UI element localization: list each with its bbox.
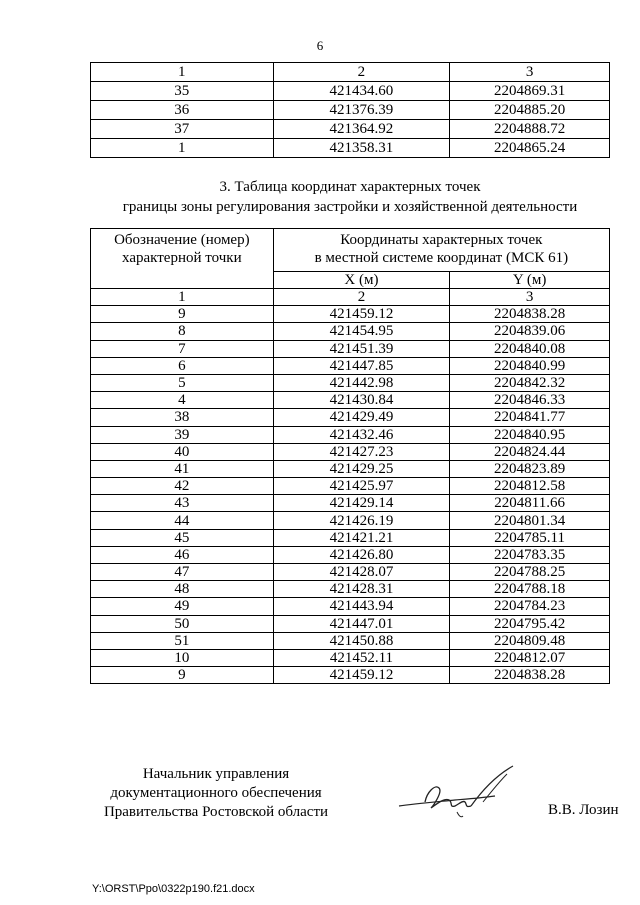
point-number-cell: 35 [91, 82, 274, 101]
table-row [91, 512, 610, 529]
x-coordinate-cell: 421434.60 [273, 82, 450, 101]
y-coordinate-cell: 2204811.66 [450, 495, 610, 512]
y-coordinate-cell: 2204784.23 [450, 598, 610, 615]
table-row [91, 82, 610, 101]
table-row [91, 101, 610, 120]
point-number-cell: 46 [91, 546, 274, 563]
table-row [91, 374, 610, 391]
point-number-cell: 9 [91, 667, 274, 684]
coordinates-header [273, 229, 609, 272]
point-number-cell: 49 [91, 598, 274, 615]
point-number-cell: 39 [91, 426, 274, 443]
x-coordinate-cell: 421452.11 [273, 649, 450, 666]
x-coordinate-cell: 421364.92 [273, 120, 450, 139]
x-coordinate-cell: 421429.25 [273, 460, 450, 477]
x-coordinate-cell: 421358.31 [273, 139, 450, 158]
x-coordinate-cell: 421454.95 [273, 323, 450, 340]
point-number-cell: 44 [91, 512, 274, 529]
section-heading-line2: границы зоны регулирования застройки и хозяйственной деятельности [122, 199, 578, 215]
column-number-cell: 2 [273, 63, 450, 82]
x-coordinate-cell: 421426.80 [273, 546, 450, 563]
y-coordinate-cell: 2204888.72 [450, 120, 610, 139]
point-designation-header [91, 229, 274, 289]
point-number-cell: 41 [91, 460, 274, 477]
x-coordinate-cell: 421421.21 [273, 529, 450, 546]
point-number-cell: 45 [91, 529, 274, 546]
column-number-cell: 1 [91, 63, 274, 82]
table-row [91, 409, 610, 426]
y-coordinate-cell: 2204885.20 [450, 101, 610, 120]
table-row [91, 581, 610, 598]
x-coordinate-cell: 421459.12 [273, 667, 450, 684]
y-coordinate-cell: 2204801.34 [450, 512, 610, 529]
y-coordinate-cell: 2204795.42 [450, 615, 610, 632]
section-heading-line1: 3. Таблица координат характерных точек [219, 179, 481, 195]
x-coordinate-cell: 421429.49 [273, 409, 450, 426]
x-coordinate-cell: 421430.84 [273, 392, 450, 409]
point-number-cell: 1 [91, 139, 274, 158]
point-number-cell: 43 [91, 495, 274, 512]
point-number-cell: 40 [91, 443, 274, 460]
point-number-cell: 37 [91, 120, 274, 139]
table-row [91, 598, 610, 615]
y-coordinate-cell: 2204783.35 [450, 546, 610, 563]
x-coordinate-cell: 421426.19 [273, 512, 450, 529]
y-coordinate-cell: 2204840.99 [450, 357, 610, 374]
signatory-name: В.В. Лозин [548, 802, 619, 818]
y-coordinate-cell: 2204823.89 [450, 460, 610, 477]
point-number-cell: 10 [91, 649, 274, 666]
table-row [91, 632, 610, 649]
x-coordinate-cell: 421428.31 [273, 581, 450, 598]
point-number-cell: 7 [91, 340, 274, 357]
table-row [91, 564, 610, 581]
y-coordinate-cell: 2204785.11 [450, 529, 610, 546]
zone-coordinates-table [90, 228, 610, 684]
y-coordinate-cell: 2204839.06 [450, 323, 610, 340]
y-coordinate-cell: 2204838.28 [450, 306, 610, 323]
page-number: 6 [316, 38, 324, 53]
point-number-cell: 9 [91, 306, 274, 323]
table-row [91, 443, 610, 460]
x-coordinate-cell: 421447.01 [273, 615, 450, 632]
x-coordinate-cell: 421447.85 [273, 357, 450, 374]
point-number-cell: 4 [91, 392, 274, 409]
table-row [91, 306, 610, 323]
point-designation-header-line2: характерной точки [122, 250, 242, 266]
x-coordinate-cell: 421442.98 [273, 374, 450, 391]
y-coordinate-cell: 2204842.32 [450, 374, 610, 391]
handwritten-signature [395, 762, 525, 824]
coordinates-table-continued [90, 62, 610, 158]
table-row [91, 323, 610, 340]
point-number-cell: 48 [91, 581, 274, 598]
table-header-row [91, 63, 610, 82]
signatory-position [96, 765, 336, 822]
signatory-position-line2: документационного обеспечения [110, 785, 322, 801]
x-coordinate-cell: 421450.88 [273, 632, 450, 649]
table-row [91, 392, 610, 409]
x-coordinate-cell: 421428.07 [273, 564, 450, 581]
y-coordinate-cell: 2204809.48 [450, 632, 610, 649]
column-number-cell: 2 [273, 289, 450, 306]
y-coordinate-cell: 2204840.08 [450, 340, 610, 357]
table-row [91, 120, 610, 139]
y-column-header: Y (м) [450, 272, 610, 289]
y-coordinate-cell: 2204824.44 [450, 443, 610, 460]
signatory-position-line3: Правительства Ростовской области [103, 804, 329, 820]
y-coordinate-cell: 2204869.31 [450, 82, 610, 101]
x-coordinate-cell: 421443.94 [273, 598, 450, 615]
point-number-cell: 47 [91, 564, 274, 581]
section-heading [60, 177, 640, 217]
x-coordinate-cell: 421432.46 [273, 426, 450, 443]
table-row [91, 357, 610, 374]
y-coordinate-cell: 2204838.28 [450, 667, 610, 684]
point-number-cell: 42 [91, 478, 274, 495]
x-coordinate-cell: 421429.14 [273, 495, 450, 512]
y-coordinate-cell: 2204788.18 [450, 581, 610, 598]
table-row [91, 139, 610, 158]
column-numbering-row [91, 289, 610, 306]
y-coordinate-cell: 2204788.25 [450, 564, 610, 581]
point-number-cell: 5 [91, 374, 274, 391]
table-row [91, 340, 610, 357]
y-coordinate-cell: 2204841.77 [450, 409, 610, 426]
y-coordinate-cell: 2204812.58 [450, 478, 610, 495]
point-number-cell: 51 [91, 632, 274, 649]
x-column-header: X (м) [273, 272, 450, 289]
x-coordinate-cell: 421425.97 [273, 478, 450, 495]
table-row [91, 478, 610, 495]
x-coordinate-cell: 421376.39 [273, 101, 450, 120]
table-row [91, 529, 610, 546]
y-coordinate-cell: 2204865.24 [450, 139, 610, 158]
column-number-cell: 3 [450, 289, 610, 306]
point-number-cell: 36 [91, 101, 274, 120]
point-number-cell: 6 [91, 357, 274, 374]
point-number-cell: 38 [91, 409, 274, 426]
y-coordinate-cell: 2204846.33 [450, 392, 610, 409]
column-number-cell: 3 [450, 63, 610, 82]
coordinates-header-line2: в местной системе координат (МСК 61) [314, 250, 569, 266]
x-coordinate-cell: 421427.23 [273, 443, 450, 460]
coordinates-header-line1: Координаты характерных точек [340, 232, 543, 248]
table-row [91, 649, 610, 666]
table-row [91, 615, 610, 632]
table-row [91, 495, 610, 512]
table-row [91, 460, 610, 477]
table-row [91, 426, 610, 443]
y-coordinate-cell: 2204812.07 [450, 649, 610, 666]
point-number-cell: 8 [91, 323, 274, 340]
table-row [91, 546, 610, 563]
file-path-footer: Y:\ORST\Ppo\0322p190.f21.docx [92, 883, 255, 895]
x-coordinate-cell: 421459.12 [273, 306, 450, 323]
table-row [91, 667, 610, 684]
table-header-row [91, 229, 610, 272]
y-coordinate-cell: 2204840.95 [450, 426, 610, 443]
point-designation-header-line1: Обозначение (номер) [114, 232, 250, 248]
signatory-position-line1: Начальник управления [142, 766, 290, 782]
x-coordinate-cell: 421451.39 [273, 340, 450, 357]
point-number-cell: 50 [91, 615, 274, 632]
column-number-cell: 1 [91, 289, 274, 306]
